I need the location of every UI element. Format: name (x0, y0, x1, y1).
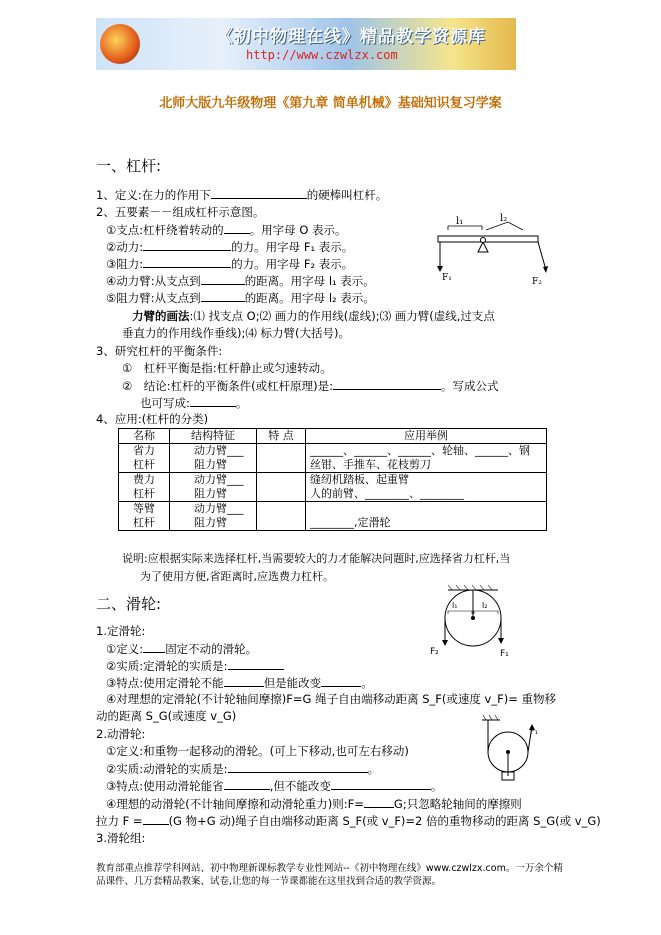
line-effort: ②动力: 的力。用字母 F₁ 表示。 (106, 240, 354, 254)
lever-classification-table (118, 428, 547, 531)
fixed-pulley-def: ①定义: 固定不动的滑轮。 (106, 642, 258, 656)
footer-note: 教育部重点推荐学科网站、初中物理新课标教学专业性网站--《初中物理在线》www.czwlzx.com。一万余个精品课件、几万套精品教案、试卷,让您的每一节课都能在这里找到合适的教学资源。 (96, 863, 563, 887)
banner-url[interactable]: http://www.czwlzx.com (246, 48, 398, 62)
fixed-pulley-feature: ③特点:使用定滑轮不能 但是能改变 。 (106, 676, 373, 690)
line-definition: 1、定义:在力的作用下 的硬棒叫杠杆。 (96, 188, 388, 202)
table-header: 应用举例 (306, 429, 547, 444)
line-arm-method-cont: 垂直力的作用线作垂线);⑷ 标力臂(大括号)。 (122, 326, 350, 340)
label-F1: F₁ (500, 649, 509, 659)
line-resistance-arm: ⑤阻力臂:从支点到 的距离。用字母 l₂ 表示。 (106, 291, 375, 305)
section-heading-lever: 一、杠杆: (96, 157, 162, 175)
label-F2: F₂ (430, 647, 439, 657)
table-header: 结构特征 (170, 429, 257, 444)
note-line-1: 说明:应根据实际来选择杠杆,当需要较大的力才能解决问题时,应选择省力杠杆,当 (122, 552, 511, 565)
table-header-row (119, 429, 547, 444)
label-F1: F₁ (442, 273, 452, 283)
line-balance-title: 3、研究杠杆的平衡条件: (96, 344, 223, 358)
movable-pulley-essence: ②实质:动滑轮的实质是: 。 (106, 762, 380, 776)
table-row: 等臂 杠杆 动力臂___ 阻力臂 ________,定滑轮 (119, 502, 547, 531)
line-application: 4、应用:(杠杆的分类) (96, 412, 209, 426)
fixed-pulley-ideal: ④对理想的定滑轮(不计轮轴间摩擦)F=G 绳子自由端移动距离 S_F(或速度 v_F)= 重物移 (106, 692, 557, 706)
movable-pulley-title: 2.动滑轮: (96, 727, 146, 741)
logo-icon (100, 24, 140, 64)
pulley-block-title: 3.滑轮组: (96, 831, 146, 845)
label-F: F₁ (530, 727, 538, 736)
header-banner (96, 18, 516, 70)
table-header: 名称 (119, 429, 170, 444)
fixed-pulley-title: 1.定滑轮: (96, 624, 146, 638)
label-l1: l₁ (452, 601, 458, 610)
movable-pulley-feature: ③特点:使用动滑轮能省 ,但不能改变 。 (106, 779, 443, 793)
banner-title: 《初中物理在线》精品教学资源库 (216, 27, 486, 47)
line-fulcrum: ①支点:杠杆绕着转动的 。用字母 O 表示。 (106, 223, 347, 237)
document-title: 北师大版九年级物理《第九章 简单机械》基础知识复习学案 (159, 96, 502, 111)
label-F2: F₂ (532, 277, 542, 287)
movable-pulley-def: ①定义:和重物一起移动的滑轮。(可上下移动,也可左右移动) (106, 744, 409, 758)
table-row: 省力 杠杆 动力臂___ 阻力臂 ______、______、______、轮轴、______、钢 丝钳、手推车、花枝剪刀 (119, 444, 547, 473)
line-five-elements: 2、五要素－－组成杠杆示意图。 (96, 205, 265, 219)
note-line-2: 为了使用方便,省距离时,应选费力杠杆。 (140, 570, 334, 583)
label-l2: l₂ (500, 213, 508, 224)
line-arm-method: 力臂的画法:⑴ 找支点 O;⑵ 画力的作用线(虚线);⑶ 画力臂(虚线,过支点 (132, 309, 495, 323)
table-row: 费力 杠杆 动力臂___ 阻力臂 缝纫机踏板、起重臂 人的前臂、________、________ (119, 473, 547, 502)
movable-pulley-force: 拉力 F = (G 物+G 动)绳子自由端移动距离 S_F(或 v_F)=2 倍的重物移动的距离 S_G(或 v_G) (96, 814, 601, 828)
lever-diagram (428, 212, 568, 292)
line-balance-conclusion: ② 结论:杠杆的平衡条件(或杠杆原理)是: 。写成公式 (122, 379, 499, 393)
label-l1: l₁ (456, 216, 464, 227)
line-balance-formula: 也可写成: 。 (140, 396, 248, 410)
line-balance-meaning: ① 杠杆平衡是指:杠杆静止或匀速转动。 (122, 361, 332, 375)
section-heading-pulley: 二、滑轮: (96, 595, 162, 613)
line-effort-arm: ④动力臂:从支点到 的距离。用字母 l₁ 表示。 (106, 274, 375, 288)
movable-pulley-ideal: ④理想的动滑轮(不计轴间摩擦和动滑轮重力)则:F= G;只忽略轮轴间的摩擦则 (106, 797, 522, 811)
fixed-pulley-essence: ②实质:定滑轮的实质是: (106, 658, 284, 674)
line-resistance: ③阻力: 的力。用字母 F₂ 表示。 (106, 257, 354, 271)
movable-pulley-diagram (478, 714, 558, 790)
fixed-pulley-diagram (428, 584, 518, 664)
table-header: 特 点 (257, 429, 306, 444)
label-l2: l₂ (482, 601, 488, 610)
fixed-pulley-ideal-cont: 动的距离 S_G(或速度 v_G) (96, 709, 237, 723)
